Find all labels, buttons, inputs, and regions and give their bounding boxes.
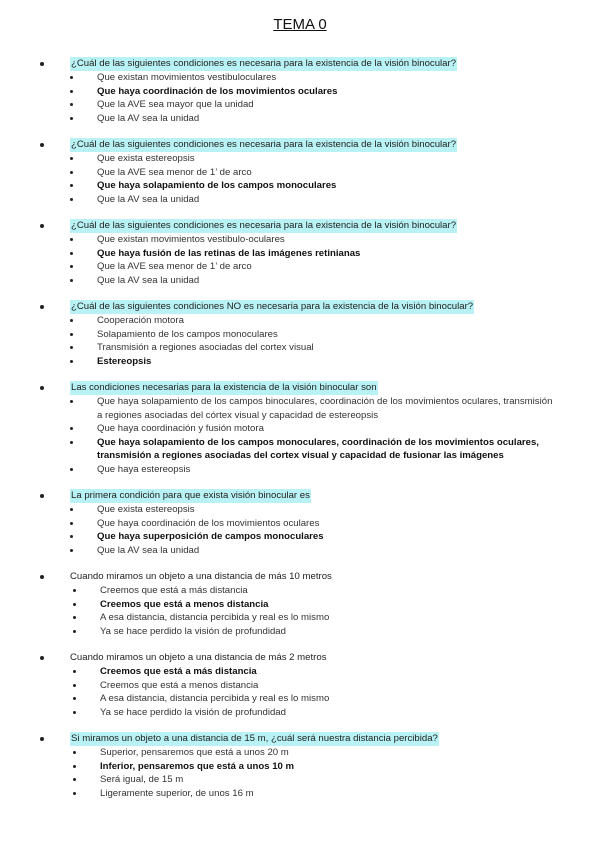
option-text: Solapamiento de los campos monoculares xyxy=(97,328,278,340)
option-text: Que la AV sea la unidad xyxy=(97,112,200,124)
option-text: Que haya coordinación de los movimientos oculares xyxy=(97,85,338,97)
option-item xyxy=(40,692,560,706)
option-item xyxy=(40,260,560,274)
options-list xyxy=(40,395,560,476)
option-text: Que la AV sea la unidad xyxy=(97,193,200,205)
option-item xyxy=(40,355,560,369)
option-text: Creemos que está a menos distancia xyxy=(100,598,269,610)
bullet-icon xyxy=(70,441,73,444)
options-list xyxy=(40,152,560,206)
bullet-icon xyxy=(40,737,44,741)
option-text: Creemos que está a menos distancia xyxy=(100,679,259,691)
option-item xyxy=(40,544,560,558)
option-item xyxy=(40,179,560,193)
option-item xyxy=(40,584,560,598)
options-list xyxy=(40,746,560,800)
bullet-icon xyxy=(73,751,76,754)
bullet-icon xyxy=(70,508,73,511)
bullet-icon xyxy=(70,468,73,471)
question-row xyxy=(40,300,560,314)
question-text: ¿Cuál de las siguientes condiciones es necesaria para la existencia de la visión binocular? xyxy=(71,139,457,150)
options-list xyxy=(40,584,560,638)
option-item xyxy=(40,341,560,355)
bullet-icon xyxy=(40,62,44,66)
option-text: Que haya solapamiento de los campos monoculares, coordinación de los movimientos oculares, transmisión a regiones asociadas del cortex visual y capacidad de fusionar las imágenes xyxy=(97,436,539,461)
question-block xyxy=(40,138,560,206)
question-row xyxy=(40,651,560,665)
option-item xyxy=(40,85,560,99)
bullet-icon xyxy=(73,616,76,619)
option-text: Que haya solapamiento de los campos binoculares, coordinación de los movimientos oculares, transmisión a regiones asociadas del córtex visual y capacidad de estereopsis xyxy=(97,396,553,421)
option-text: Inferior, pensaremos que está a unos 10 m xyxy=(100,760,295,772)
option-text: Que la AVE sea menor de 1’ de arco xyxy=(97,261,252,272)
option-item xyxy=(40,530,560,544)
option-item xyxy=(40,706,560,720)
option-text: Que la AVE sea mayor que la unidad xyxy=(97,99,254,110)
option-text: A esa distancia, distancia percibida y real es lo mismo xyxy=(100,612,330,623)
option-item xyxy=(40,328,560,342)
bullet-icon xyxy=(40,494,44,498)
option-text: A esa distancia, distancia percibida y real es lo mismo xyxy=(100,693,330,704)
question-row xyxy=(40,138,560,152)
option-item xyxy=(40,395,560,422)
option-item xyxy=(40,247,560,261)
option-item xyxy=(40,625,560,639)
option-item xyxy=(40,166,560,180)
options-list xyxy=(40,665,560,719)
question-block xyxy=(40,732,560,800)
option-text: Creemos que está a más distancia xyxy=(100,585,248,596)
question-row xyxy=(40,732,560,746)
bullet-icon xyxy=(70,319,73,322)
bullet-icon xyxy=(70,265,73,268)
bullet-icon xyxy=(70,171,73,174)
question-text: ¿Cuál de las siguientes condiciones NO es necesaria para la existencia de la visión binocular? xyxy=(71,301,474,312)
option-text: Que haya solapamiento de los campos monoculares xyxy=(97,180,337,191)
bullet-icon xyxy=(70,238,73,241)
option-item xyxy=(40,503,560,517)
bullet-icon xyxy=(73,630,76,633)
options-list xyxy=(40,71,560,125)
options-list xyxy=(40,233,560,287)
option-item xyxy=(40,598,560,612)
question-text: Cuando miramos un objeto a una distancia de más 10 metros xyxy=(70,571,332,582)
option-text: Transmisión a regiones asociadas del cortex visual xyxy=(97,342,314,353)
option-item xyxy=(40,152,560,166)
option-text: Que exista estereopsis xyxy=(97,153,195,164)
option-text: Que la AV sea la unidad xyxy=(97,274,200,286)
options-list xyxy=(40,503,560,557)
bullet-icon xyxy=(70,427,73,430)
question-row xyxy=(40,57,560,71)
bullet-icon xyxy=(70,522,73,525)
option-item xyxy=(40,760,560,774)
question-block xyxy=(40,300,560,368)
option-text: Estereopsis xyxy=(97,355,152,367)
question-row xyxy=(40,489,560,503)
question-row xyxy=(40,381,560,395)
option-item xyxy=(40,193,560,207)
option-item xyxy=(40,112,560,126)
option-text: Que haya fusión de las retinas de las imágenes retinianas xyxy=(97,247,361,259)
options-list xyxy=(40,314,560,368)
bullet-icon xyxy=(70,76,73,79)
option-text: Superior, pensaremos que está a unos 20 m xyxy=(100,747,289,758)
option-item xyxy=(40,71,560,85)
option-text: Que haya estereopsis xyxy=(97,463,191,475)
option-text: Que la AV sea la unidad xyxy=(97,544,200,556)
question-text: Las condiciones necesarias para la existencia de la visión binocular son xyxy=(71,382,377,393)
bullet-icon xyxy=(70,90,73,93)
bullet-icon xyxy=(70,346,73,349)
bullet-icon xyxy=(73,765,76,768)
question-text: ¿Cuál de las siguientes condiciones es necesaria para la existencia de la visión binocular? xyxy=(71,58,457,69)
page-title: TEMA 0 xyxy=(273,16,327,33)
option-item xyxy=(40,314,560,328)
bullet-icon xyxy=(70,333,73,336)
bullet-icon xyxy=(73,792,76,795)
option-text: Que la AVE sea menor de 1’ de arco xyxy=(97,166,252,178)
option-text: Ya se hace perdido la visión de profundidad xyxy=(100,625,286,637)
bullet-icon xyxy=(70,157,73,160)
bullet-icon xyxy=(73,684,76,687)
option-item xyxy=(40,436,560,463)
option-text: Que existan movimientos vestibulo-oculares xyxy=(97,234,285,245)
question-block xyxy=(40,57,560,125)
question-text: La primera condición para que exista visión binocular es xyxy=(71,490,310,501)
option-item xyxy=(40,773,560,787)
bullet-icon xyxy=(73,778,76,781)
question-block xyxy=(40,489,560,557)
question-text: Si miramos un objeto a una distancia de 15 m, ¿cuál será nuestra distancia percibida? xyxy=(71,733,438,744)
bullet-icon xyxy=(73,711,76,714)
option-item xyxy=(40,274,560,288)
option-text: Que haya coordinación de los movimientos oculares xyxy=(97,517,320,529)
bullet-icon xyxy=(40,656,44,660)
bullet-icon xyxy=(40,575,44,579)
option-item xyxy=(40,611,560,625)
question-text: Cuando miramos un objeto a una distancia de más 2 metros xyxy=(70,652,327,663)
bullet-icon xyxy=(40,386,44,390)
bullet-icon xyxy=(70,198,73,201)
option-text: Será igual, de 15 m xyxy=(100,774,184,785)
bullet-icon xyxy=(70,117,73,120)
bullet-icon xyxy=(70,184,73,187)
question-row xyxy=(40,219,560,233)
option-item xyxy=(40,463,560,477)
bullet-icon xyxy=(70,252,73,255)
question-block xyxy=(40,651,560,719)
bullet-icon xyxy=(40,224,44,228)
bullet-icon xyxy=(73,697,76,700)
option-item xyxy=(40,665,560,679)
question-text: ¿Cuál de las siguientes condiciones es necesaria para la existencia de la visión binocular? xyxy=(71,220,457,231)
option-text: Cooperación motora xyxy=(97,315,184,326)
option-text: Que haya coordinación y fusión motora xyxy=(97,423,264,434)
option-text: Que exista estereopsis xyxy=(97,504,195,515)
bullet-icon xyxy=(73,603,76,606)
option-text: Que haya superposición de campos monoculares xyxy=(97,531,324,542)
option-text: Ligeramente superior, de unos 16 m xyxy=(100,787,254,799)
option-item xyxy=(40,422,560,436)
bullet-icon xyxy=(70,279,73,282)
bullet-icon xyxy=(70,400,73,403)
question-block xyxy=(40,219,560,287)
bullet-icon xyxy=(40,143,44,147)
bullet-icon xyxy=(70,549,73,552)
bullet-icon xyxy=(73,589,76,592)
bullet-icon xyxy=(73,670,76,673)
option-text: Ya se hace perdido la visión de profundidad xyxy=(100,706,286,718)
option-text: Que existan movimientos vestibuloculares xyxy=(97,72,277,83)
bullet-icon xyxy=(70,103,73,106)
option-item xyxy=(40,233,560,247)
bullet-icon xyxy=(70,360,73,363)
question-block xyxy=(40,570,560,638)
option-text: Creemos que está a más distancia xyxy=(100,666,257,677)
option-item xyxy=(40,746,560,760)
option-item xyxy=(40,98,560,112)
bullet-icon xyxy=(70,535,73,538)
option-item xyxy=(40,787,560,801)
option-item xyxy=(40,679,560,693)
question-row xyxy=(40,570,560,584)
question-block xyxy=(40,381,560,476)
bullet-icon xyxy=(40,305,44,309)
option-item xyxy=(40,517,560,531)
